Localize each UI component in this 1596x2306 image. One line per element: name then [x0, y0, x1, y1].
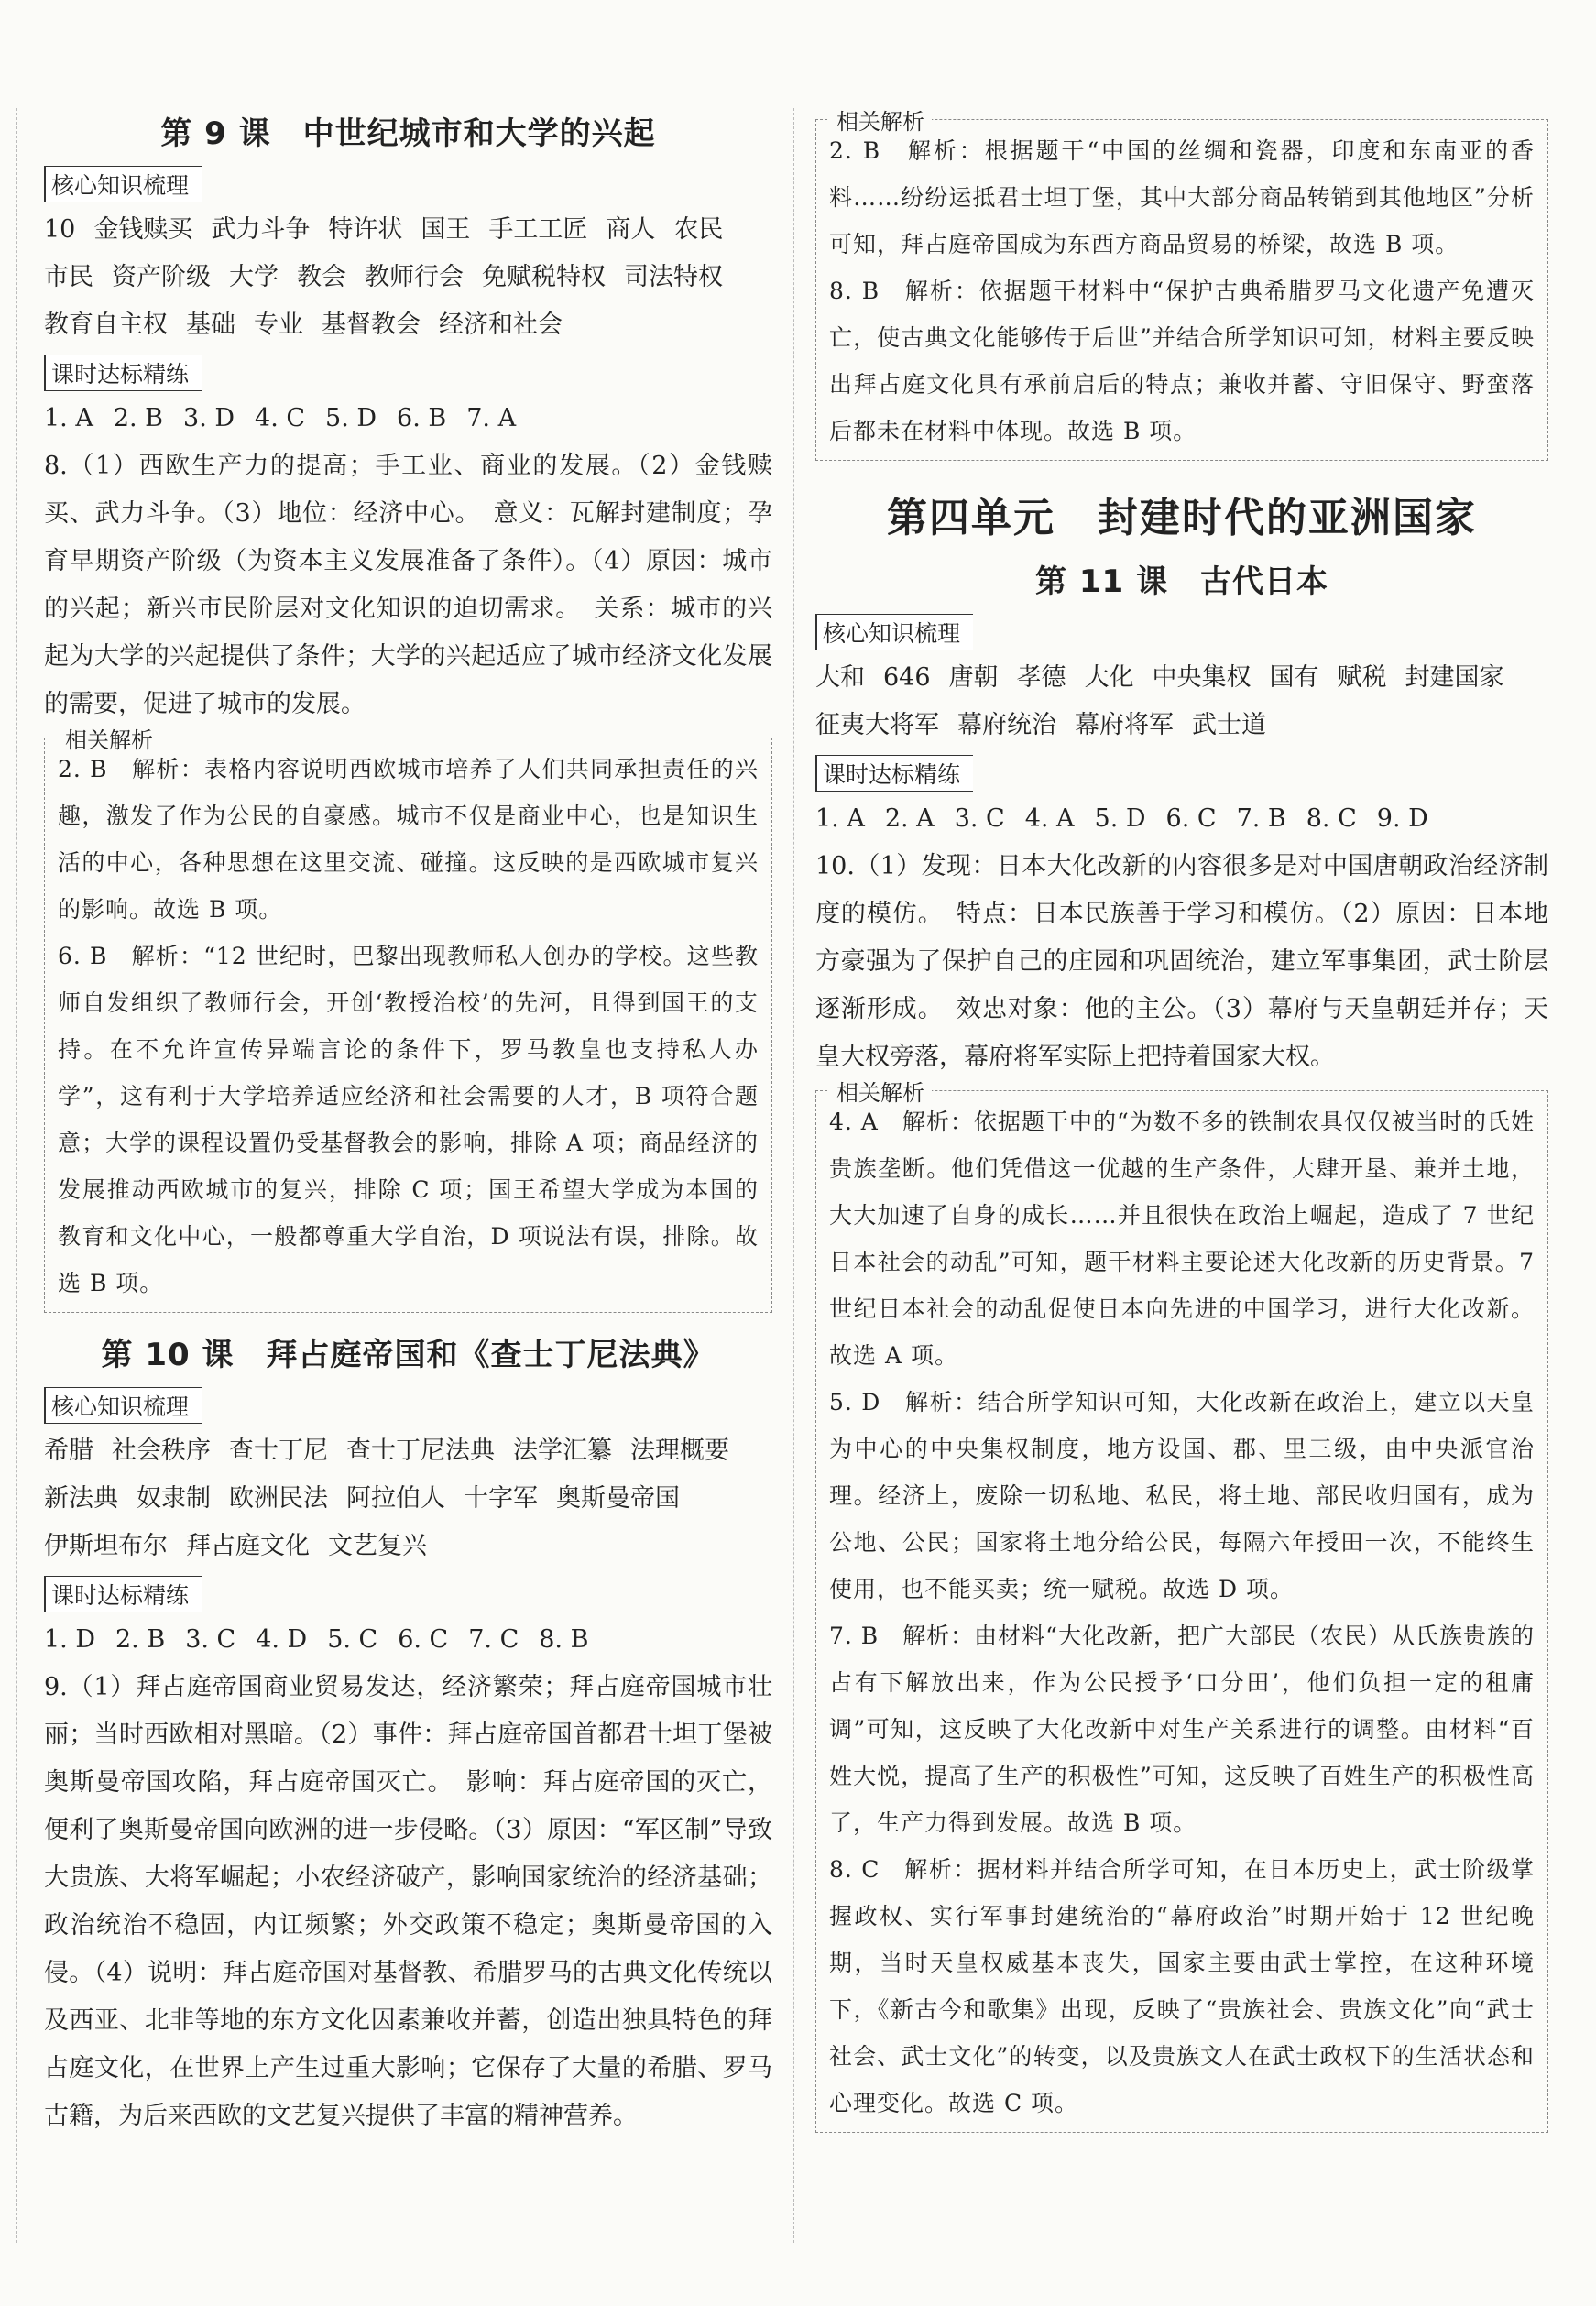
- term: 阿拉伯人: [346, 1484, 445, 1513]
- term: 希腊: [44, 1437, 93, 1465]
- term: 大化: [1084, 663, 1134, 692]
- analysis-item: 6. B 解析：“12 世纪时，巴黎出现教师私人创办的学校。这些教师自发组织了教师行会，开创‘教授治校’的先河，且得到国王的支持。在不允许宣传异端言论的条件下，罗马教皇也支持私人办学”，这有利于大学培养适应经济和社会需要的人才，B 项符合题意；大学的课程设置仍受基督教会的影响，排除 A 项；商品经济的发展推动西欧城市的复兴，排除 C 项；国王希望大学成为本国的教育和文化中心，一般都尊重大学自治，D 项说法有误，排除。故选 B 项。: [58, 943, 759, 1296]
- term: 教会: [297, 263, 346, 291]
- term: 拜占庭文化: [186, 1532, 310, 1560]
- term: 商人: [606, 215, 656, 244]
- term: 大学: [229, 263, 279, 291]
- term: 大和: [815, 663, 865, 692]
- answer: 1. A: [815, 804, 865, 833]
- answer: 9. D: [1376, 804, 1428, 833]
- term: 教师行会: [365, 263, 464, 291]
- term: 基督教会: [322, 311, 421, 339]
- unit4-title: 第四单元 封建时代的亚洲国家: [887, 495, 1477, 541]
- term: 农民: [673, 215, 724, 244]
- term: 奴隶制: [137, 1484, 211, 1513]
- answer: 7. A: [466, 404, 517, 432]
- term: 法理概要: [630, 1437, 729, 1465]
- left-column: [44, 108, 772, 2140]
- lesson10-core-label: 核心知识梳理: [44, 1387, 202, 1424]
- analysis-item: 2. B 解析：表格内容说明西欧城市培养了人们共同承担责任的兴趣，激发了作为公民的自豪感。城市不仅是商业中心，也是知识生活的中心，各种思想在这里交流、碰撞。这反映的是西欧城市复兴的影响。故选 B 项。: [58, 756, 759, 923]
- answer: 8. C: [1306, 804, 1357, 833]
- term: 征夷大将军: [815, 711, 939, 739]
- term: 伊斯坦布尔: [44, 1532, 168, 1560]
- term: 封建国家: [1405, 663, 1504, 692]
- answer: 5. C: [327, 1625, 378, 1654]
- answer: 2. B: [113, 404, 164, 432]
- term: 基础: [186, 311, 235, 339]
- term: 经济和社会: [439, 311, 563, 339]
- term: 查士丁尼法典: [346, 1437, 495, 1465]
- term: 手工工匠: [488, 215, 588, 244]
- lesson10-answers: [44, 1616, 772, 1664]
- term: 新法典: [44, 1484, 118, 1513]
- answer: 4. C: [255, 404, 306, 432]
- lesson11-practice-label: 课时达标精练: [815, 755, 973, 792]
- analysis-item: 8. C 解析：据材料并结合所学可知，在日本历史上，武士阶级掌握政权、实行军事封建统治的“幕府政治”时期开始于 12 世纪晚期，当时天皇权威基本丧失，国家主要由武士掌控，在这种环境下，《新古今和歌集》出现，反映了“贵族社会、贵族文化”向“武士社会、武士文化”的转变，以及贵族文人在武士政权下的生活状态和心理变化。故选 C 项。: [829, 1856, 1535, 2116]
- term: 特许状: [328, 215, 403, 244]
- lesson9-answers: [44, 395, 772, 443]
- lesson10-terms: [44, 1427, 772, 1570]
- analysis-header: 相关解析: [829, 104, 932, 136]
- answer: 3. C: [185, 1625, 236, 1654]
- term: 中央集权: [1152, 663, 1252, 692]
- lesson10-q9: 9.（1）拜占庭帝国商业贸易发达，经济繁荣；拜占庭帝国城市壮丽；当时西欧相对黑暗。（2）事件：拜占庭帝国首都君士坦丁堡被奥斯曼帝国攻陷，拜占庭帝国灭亡。 影响：拜占庭帝国的灭亡，便利了奥斯曼帝国向欧洲的进一步侵略。（3）原因：“军区制”导致大贵族、大将军崛起；小农经济破产，影响国家统治的经济基础；政治统治不稳固，内讧频繁；外交政策不稳定；奥斯曼帝国的入侵。（4）说明：拜占庭帝国对基督教、希腊罗马的古典文化传统以及西亚、北非等地的东方文化因素兼收并蓄，创造出独具特色的拜占庭文化，在世界上产生过重大影响；它保存了大量的希腊、罗马古籍，为后来西欧的文艺复兴提供了丰富的精神营养。: [44, 1673, 772, 2130]
- term: 武士道: [1192, 711, 1266, 739]
- term: 专业: [254, 311, 303, 339]
- term: 国王: [421, 215, 471, 244]
- answer: 4. D: [256, 1625, 308, 1654]
- term: 市民: [44, 263, 93, 291]
- term: 查士丁尼: [229, 1437, 328, 1465]
- lesson11-q10: 10.（1）发现：日本大化改新的内容很多是对中国唐朝政治经济制度的模仿。 特点：日本民族善于学习和模仿。（2）原因：日本地方豪强为了保护自己的庄园和巩固统治，建立军事集团，武士阶层逐渐形成。 效忠对象：他的主公。（3）幕府与天皇朝廷并存；天皇大权旁落，幕府将军实际上把持着国家大权。: [815, 852, 1548, 1071]
- term: 十字军: [464, 1484, 538, 1513]
- answer: 5. D: [1094, 804, 1146, 833]
- lesson11-terms: [815, 654, 1548, 749]
- term: 幕府将军: [1075, 711, 1174, 739]
- term: 幕府统治: [957, 711, 1056, 739]
- term: 奥斯曼帝国: [556, 1484, 680, 1513]
- answer: 6. B: [397, 404, 447, 432]
- term: 金钱赎买: [93, 215, 193, 244]
- term: 国有: [1269, 663, 1319, 692]
- term: 孝德: [1016, 663, 1066, 692]
- lesson10-practice-label: 课时达标精练: [44, 1576, 202, 1612]
- lesson11-core-label: 核心知识梳理: [815, 614, 973, 650]
- answer: 7. B: [1236, 804, 1286, 833]
- lesson9-core-label: 核心知识梳理: [44, 166, 202, 202]
- term: 10: [44, 215, 76, 244]
- analysis-item: 8. B 解析：依据题干材料中“保护古典希腊罗马文化遗产免遭灭亡，使古典文化能够传于后世”并结合所学知识可知，材料主要反映出拜占庭文化具有承前启后的特点；兼收并蓄、守旧保守、野蛮落后都未在材料中体现。故选 B 项。: [829, 278, 1535, 444]
- analysis-header: 相关解析: [829, 1075, 932, 1107]
- lesson10-analysis-box: [815, 109, 1548, 461]
- term: 法学汇纂: [513, 1437, 612, 1465]
- left-margin-rule: [16, 108, 17, 2243]
- answer: 8. B: [539, 1625, 589, 1654]
- term: 赋税: [1337, 663, 1387, 692]
- lesson9-title: 第 9 课 中世纪城市和大学的兴起: [160, 115, 656, 152]
- lesson9-terms: [44, 206, 772, 349]
- answer: 6. C: [1165, 804, 1217, 833]
- answer: 3. C: [954, 804, 1005, 833]
- answer: 4. A: [1024, 804, 1075, 833]
- answer: 2. B: [115, 1625, 166, 1654]
- lesson9-q8: 8.（1）西欧生产力的提高；手工业、商业的发展。（2）金钱赎买、武力斗争。（3）地位：经济中心。 意义：瓦解封建制度；孕育早期资产阶级（为资本主义发展准备了条件）。（4）原因：城市的兴起；新兴市民阶层对文化知识的迫切需求。 关系：城市的兴起为大学的兴起提供了条件；大学的兴起适应了城市经济文化发展的需要，促进了城市的发展。: [44, 452, 772, 718]
- analysis-item: 2. B 解析：根据题干“中国的丝绸和瓷器，印度和东南亚的香料……纷纷运抵君士坦丁堡，其中大部分商品转销到其他地区”分析可知，拜占庭帝国成为东西方商品贸易的桥梁，故选 B 项。: [829, 137, 1535, 257]
- lesson9-analysis-box: [44, 727, 772, 1313]
- lesson10-title: 第 10 课 拜占庭帝国和《查士丁尼法典》: [101, 1337, 716, 1373]
- answer: 3. D: [183, 404, 235, 432]
- answer: 1. D: [44, 1625, 95, 1654]
- term: 文艺复兴: [328, 1532, 427, 1560]
- lesson11-title: 第 11 课 古代日本: [1035, 563, 1328, 600]
- analysis-item: 7. B 解析：由材料“大化改新，把广大部民（农民）从氏族贵族的占有下解放出来，作为公民授予‘口分田’，他们负担一定的租庸调”可知，这反映了大化改新中对生产关系进行的调整。由材料“百姓大悦，提高了生产的积极性”可知，这反映了百姓生产的积极性高了，生产力得到发展。故选 B 项。: [829, 1623, 1535, 1836]
- term: 646: [883, 663, 931, 692]
- lesson11-answers: [815, 795, 1548, 843]
- term: 武力斗争: [211, 215, 311, 244]
- lesson9-practice-label: 课时达标精练: [44, 355, 202, 391]
- term: 免赋税特权: [482, 263, 606, 291]
- term: 教育自主权: [44, 311, 168, 339]
- column-divider: [793, 108, 794, 2243]
- analysis-header: 相关解析: [58, 722, 160, 754]
- lesson11-analysis-box: [815, 1080, 1548, 2133]
- term: 司法特权: [624, 263, 723, 291]
- answer: 7. C: [468, 1625, 519, 1654]
- term: 欧洲民法: [229, 1484, 328, 1513]
- answer: 6. C: [398, 1625, 449, 1654]
- analysis-item: 4. A 解析：依据题干中的“为数不多的铁制农具仅仅被当时的氏姓贵族垄断。他们凭借这一优越的生产条件，大肆开垦、兼并土地，大大加速了自身的成长……并且很快在政治上崛起，造成了 7 世纪日本社会的动乱”可知，题干材料主要论述大化改新的历史背景。7 世纪日本社会的动乱促使日本向先进的中国学习，进行大化改新。故选 A 项。: [829, 1109, 1535, 1369]
- right-column: [815, 108, 1548, 2142]
- term: 社会秩序: [112, 1437, 211, 1465]
- answer: 2. A: [884, 804, 935, 833]
- term: 唐朝: [948, 663, 999, 692]
- answer: 5. D: [325, 404, 377, 432]
- analysis-item: 5. D 解析：结合所学知识可知，大化改新在政治上，建立以天皇为中心的中央集权制度，地方设国、郡、里三级，由中央派官治理。经济上，废除一切私地、私民，将土地、部民收归国有，成为公地、公民；国家将土地分给公民，每隔六年授田一次，不能终生使用，也不能买卖；统一赋税。故选 D 项。: [829, 1389, 1535, 1602]
- answer: 1. A: [44, 404, 93, 432]
- term: 资产阶级: [112, 263, 211, 291]
